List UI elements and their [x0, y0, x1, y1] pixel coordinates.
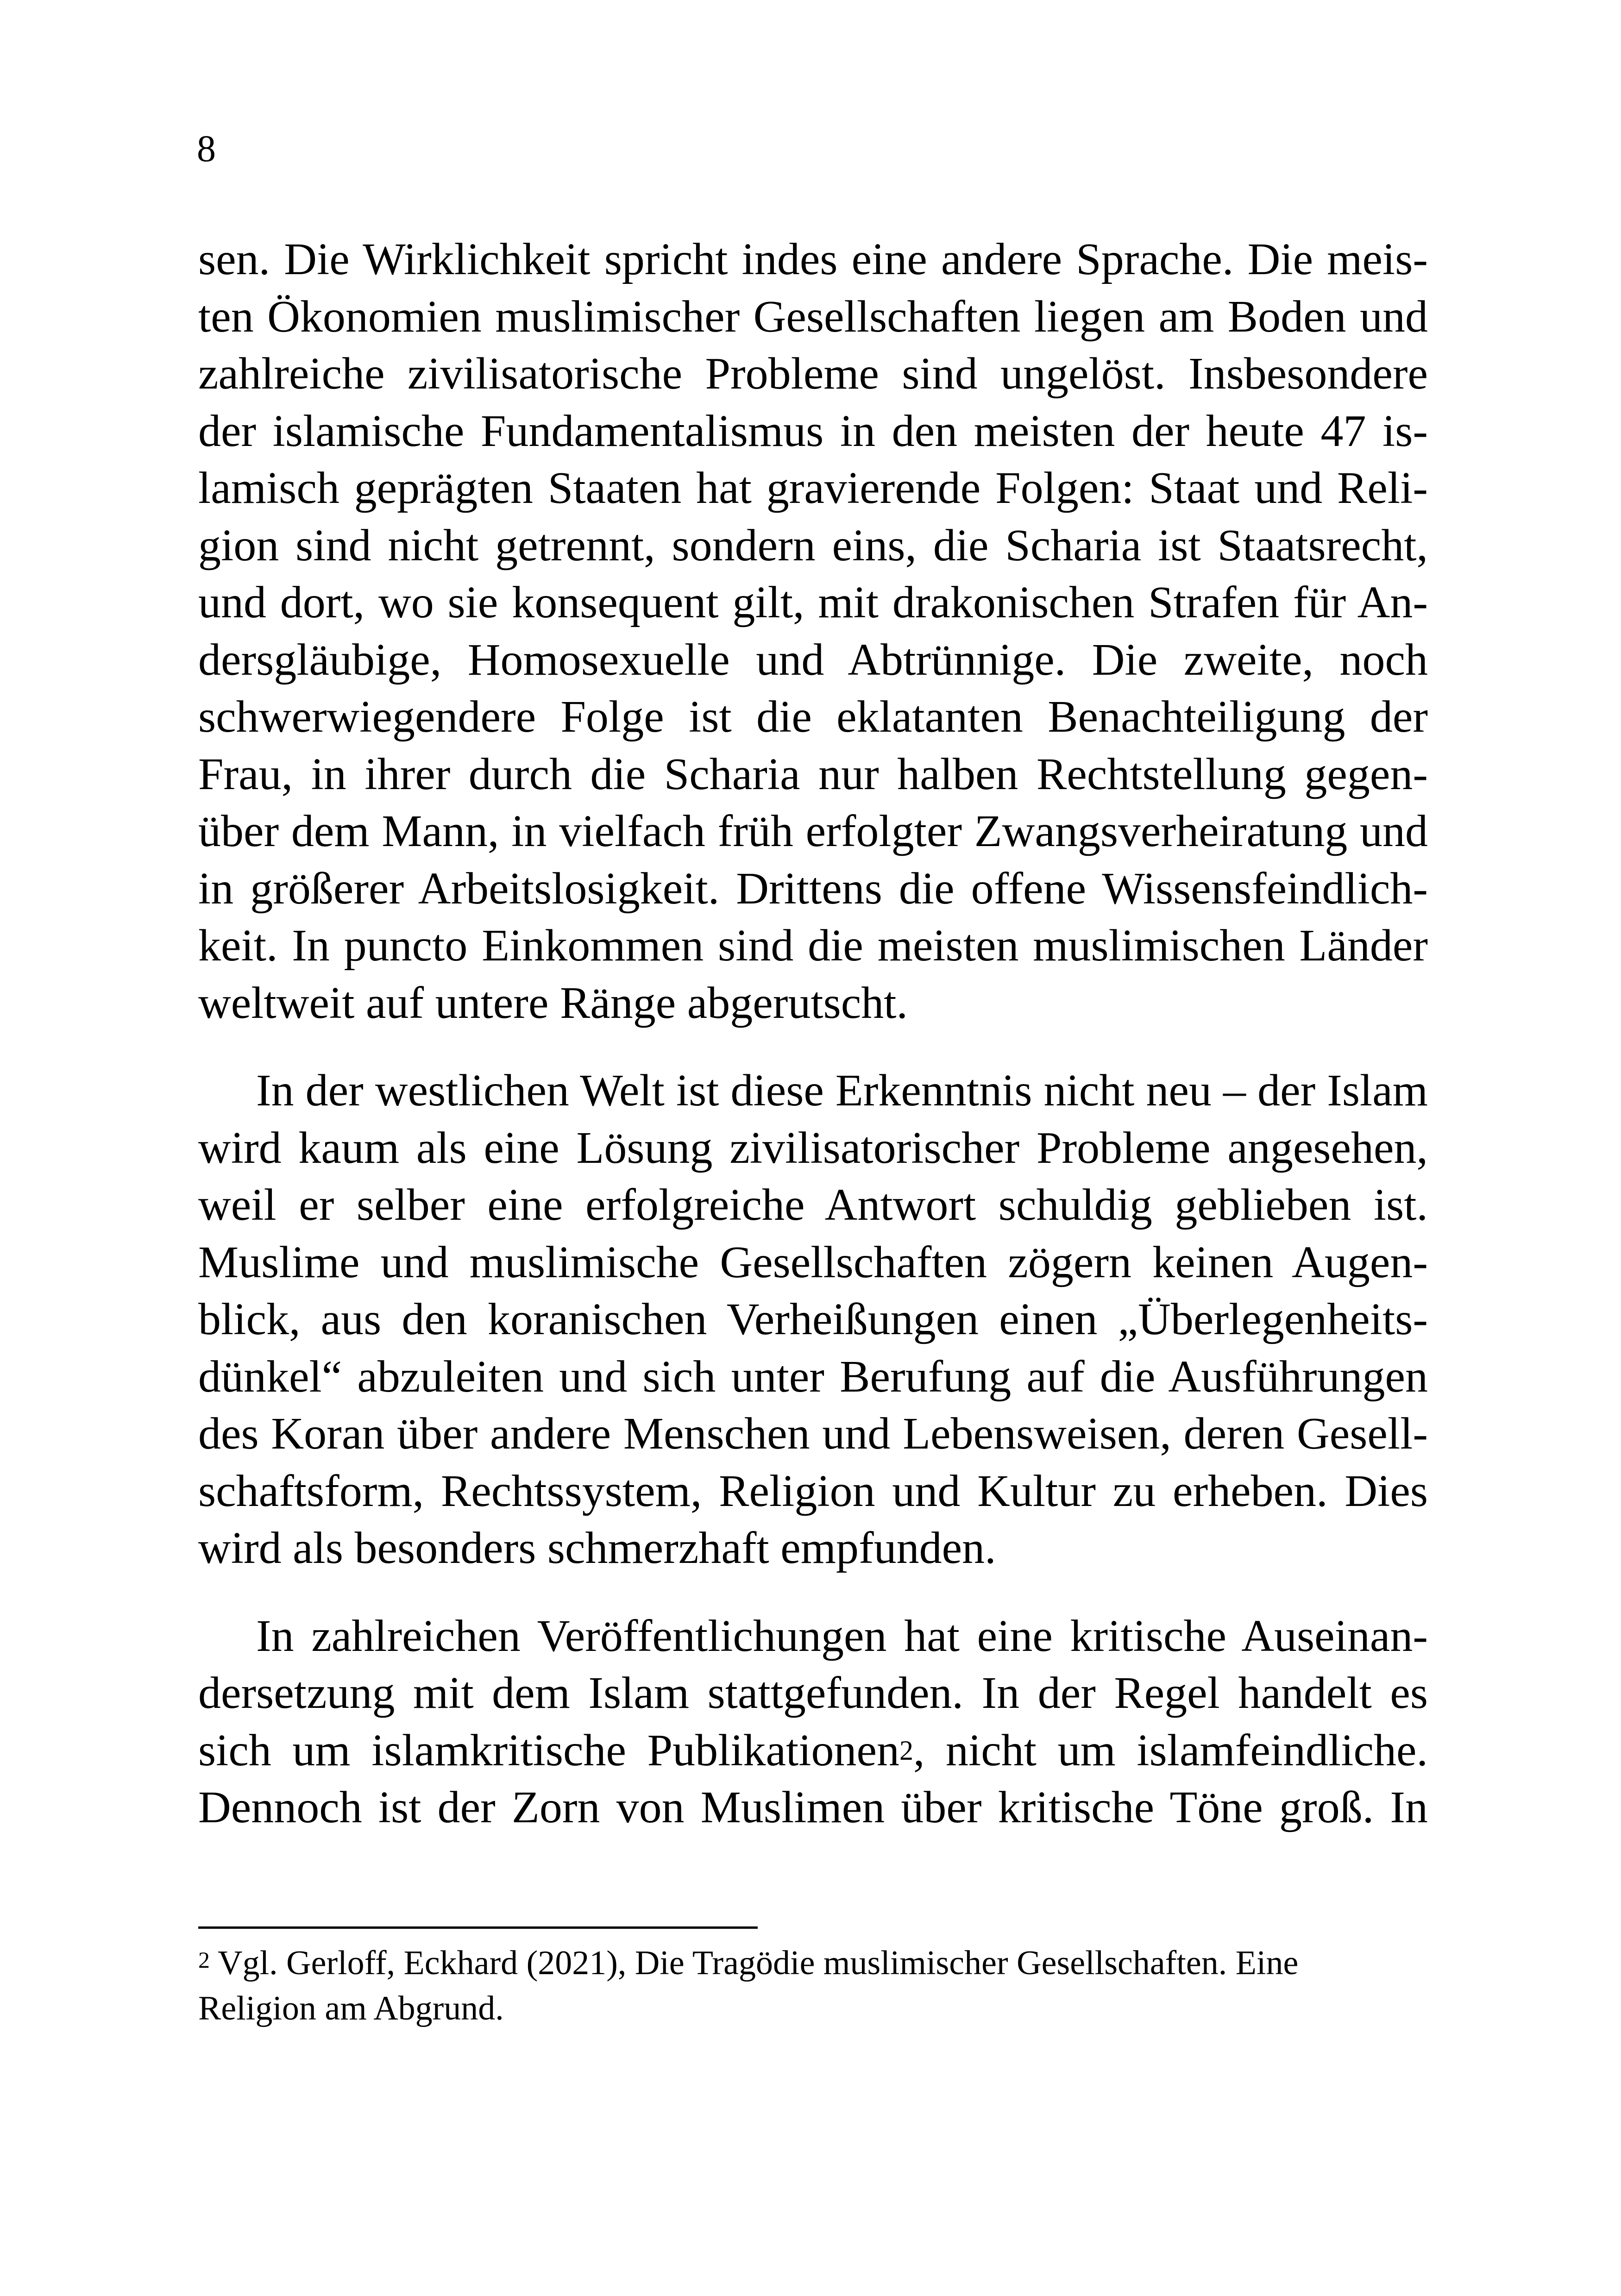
text-line: dersetzung mit dem Islam stattgefunden. In der Regel handelt es	[198, 1668, 1428, 1718]
paragraph-2	[198, 1062, 1428, 1577]
text-line: sen. Die Wirklichkeit spricht indes eine andere Sprache. Die meis-	[198, 234, 1428, 284]
page-number: 8	[197, 127, 216, 169]
text-line: dünkel“ abzuleiten und sich unter Berufung auf die Ausführungen	[198, 1351, 1428, 1402]
text-line: lamisch geprägten Staaten hat gravierende Folgen: Staat und Reli-	[198, 463, 1428, 513]
text-line: keit. In puncto Einkommen sind die meisten muslimischen Länder	[198, 921, 1428, 971]
footnote-reference[interactable]: 2	[899, 1735, 913, 1766]
text-line: zahlreiche zivilisatorische Probleme sind ungelöst. Insbesondere	[198, 349, 1428, 399]
text-line: ten Ökonomien muslimischer Gesellschaften liegen am Boden und	[198, 291, 1428, 342]
text-line: in größerer Arbeitslosigkeit. Drittens die offene Wissensfeindlich-	[198, 863, 1428, 914]
text-line: der islamische Fundamentalismus in den meisten der heute 47 is-	[198, 406, 1428, 456]
text-line: blick, aus den koranischen Verheißungen einen „Überlegenheits-	[198, 1294, 1428, 1344]
text-line: Muslime und muslimische Gesellschaften zögern keinen Augen-	[198, 1237, 1428, 1287]
text-line: dersgläubige, Homosexuelle und Abtrünnige. Die zweite, noch	[198, 634, 1428, 685]
footnote	[198, 1940, 1428, 2031]
paragraph-3	[198, 1608, 1428, 1837]
paragraph-gap	[198, 1577, 1428, 1608]
text-line-with-footnote	[198, 1722, 1428, 1780]
text-line: In zahlreichen Veröffentlichungen hat eine kritische Auseinan-	[256, 1611, 1428, 1661]
footnote-line: Religion am Abgrund.	[198, 1989, 504, 2027]
text-fragment: sich um islamkritische Publikationen	[198, 1725, 899, 1775]
text-fragment: , nicht um islamfeindliche.	[913, 1725, 1428, 1775]
text-line: über dem Mann, in vielfach früh erfolgter Zwangsverheiratung und	[198, 806, 1428, 856]
text-line: Frau, in ihrer durch die Scharia nur halben Rechtstellung gegen-	[198, 749, 1428, 799]
footnote-line	[198, 1940, 1428, 1986]
footnote-text: Vgl. Gerloff, Eckhard (2021), Die Tragödie muslimischer Gesellschaften. Eine	[210, 1944, 1299, 1982]
text-line: In der westlichen Welt ist diese Erkenntnis nicht neu – der Islam	[256, 1066, 1428, 1116]
body-text	[198, 231, 1428, 1837]
text-line: des Koran über andere Menschen und Lebensweisen, deren Gesell-	[198, 1409, 1428, 1459]
text-line: gion sind nicht getrennt, sondern eins, die Scharia ist Staatsrecht,	[198, 520, 1428, 571]
text-line: weil er selber eine erfolgreiche Antwort schuldig geblieben ist.	[198, 1180, 1428, 1230]
text-line: wird kaum als eine Lösung zivilisatorischer Probleme angesehen,	[198, 1123, 1428, 1173]
text-line: Dennoch ist der Zorn von Muslimen über kritische Töne groß. In	[198, 1782, 1428, 1832]
footnote-marker: 2	[198, 1947, 210, 1973]
text-line: schwerwiegendere Folge ist die eklatanten Benachteiligung der	[198, 692, 1428, 742]
paragraph-1	[198, 231, 1428, 1032]
text-line: weltweit auf untere Ränge abgerutscht.	[198, 978, 908, 1028]
text-line: und dort, wo sie konsequent gilt, mit drakonischen Strafen für An-	[198, 577, 1428, 627]
footnote-divider	[198, 1926, 758, 1929]
text-line: schaftsform, Rechtssystem, Religion und Kultur zu erheben. Dies	[198, 1466, 1428, 1516]
paragraph-gap	[198, 1032, 1428, 1062]
text-line: wird als besonders schmerzhaft empfunden.	[198, 1523, 996, 1573]
